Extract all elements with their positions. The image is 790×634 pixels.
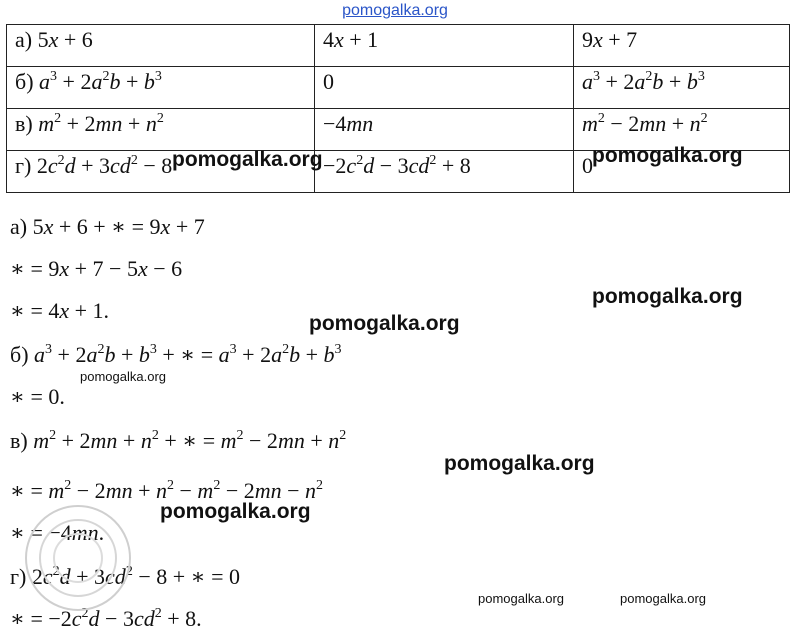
row-label: в) xyxy=(15,111,33,136)
table-cell: $m^2 - 2mn + n^2$ xyxy=(574,109,790,151)
solution-label: в) xyxy=(10,428,28,453)
watermark: pomogalka.org xyxy=(592,144,743,167)
table-cell: 0 xyxy=(315,67,574,109)
table-cell: 4x + 1 xyxy=(315,25,574,67)
watermark: pomogalka.org xyxy=(592,285,743,308)
solution-v-line-3: ∗ = −4mn. xyxy=(10,520,105,545)
solution-v-line-2: ∗ = $m^2 - 2mn + n^2 - m^2 - 2mn - n^2$ xyxy=(10,478,324,503)
watermark: pomogalka.org xyxy=(172,148,323,171)
solution-b-line-2: ∗ = 0. xyxy=(10,384,65,409)
watermark: pomogalka.org xyxy=(444,452,595,475)
solution-b-line-1: б) $a^3 + 2a^2b + b^3$ + ∗ = $a^3 + 2a^2b + b^3$ xyxy=(10,342,342,367)
table-cell: а) 5x + 6 xyxy=(7,25,315,67)
table-cell: 0 xyxy=(574,151,790,193)
site-link[interactable]: pomogalka.org xyxy=(342,2,448,19)
solution-label: а) xyxy=(10,214,28,239)
solution-a-line-1: а) 5x + 6 + ∗ = 9x + 7 xyxy=(10,214,205,239)
table-cell: $-2c^2d - 3cd^2 + 8$ xyxy=(315,151,574,193)
table-cell: в) $m^2 + 2mn + n^2$ xyxy=(7,109,315,151)
table-row xyxy=(7,67,790,109)
table-cell: −4mn xyxy=(315,109,574,151)
seal-stamp-icon xyxy=(18,498,138,618)
table-cell: б) $a^3 + 2a^2b + b^3$ xyxy=(7,67,315,109)
solution-label: б) xyxy=(10,342,29,367)
solution-a-line-2: ∗ = 9x + 7 − 5x − 6 xyxy=(10,256,183,281)
table-cell: г) $2c^2d + 3cd^2 - 8$ xyxy=(7,151,315,193)
row-label: б) xyxy=(15,69,34,94)
watermark: pomogalka.org xyxy=(620,591,706,606)
table-row xyxy=(7,25,790,67)
solution-v-line-1: в) $m^2 + 2mn + n^2$ + ∗ = $m^2 - 2mn + n^2$ xyxy=(10,428,347,453)
row-label: а) xyxy=(15,27,33,52)
watermark: pomogalka.org xyxy=(478,591,564,606)
watermark: pomogalka.org xyxy=(160,500,311,523)
watermark: pomogalka.org xyxy=(80,369,166,384)
solution-a-line-3: ∗ = 4x + 1. xyxy=(10,298,110,323)
watermark: pomogalka.org xyxy=(309,312,460,335)
solution-label: г) xyxy=(10,564,27,589)
row-label: г) xyxy=(15,153,32,178)
table-cell: $a^3 + 2a^2b + b^3$ xyxy=(574,67,790,109)
table-cell: 9x + 7 xyxy=(574,25,790,67)
solution-g-line-2: ∗ = $-2c^2d - 3cd^2 + 8$. xyxy=(10,606,202,631)
solution-g-line-1: г) $2c^2d + 3cd^2 - 8$ + ∗ = 0 xyxy=(10,564,240,589)
